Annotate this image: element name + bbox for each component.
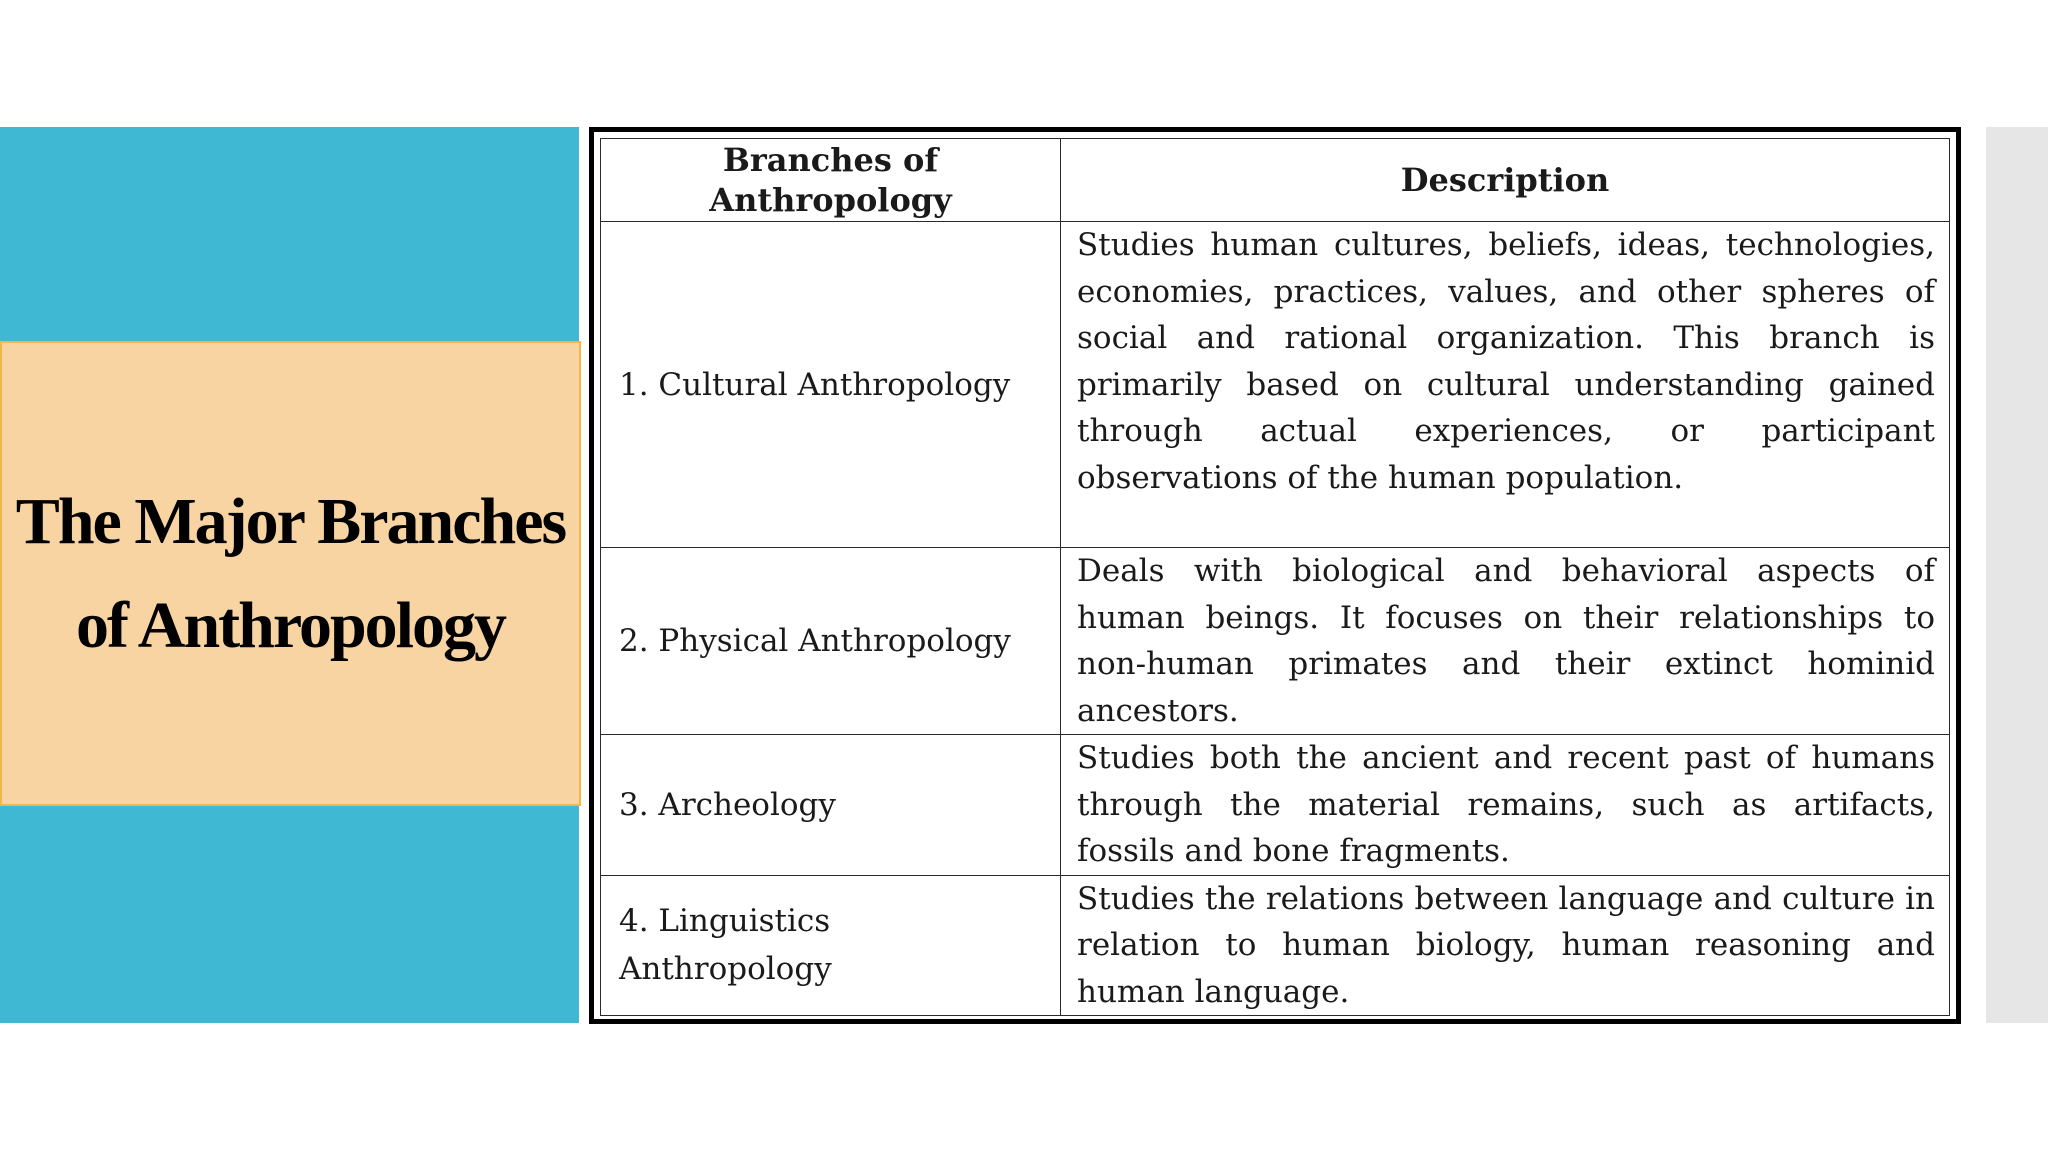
branch-name: 2. Physical Anthropology	[601, 548, 1061, 735]
table-row	[601, 222, 1950, 548]
branch-name: 1. Cultural Anthropology	[601, 222, 1061, 548]
table-header-row	[601, 139, 1950, 222]
table-row	[601, 735, 1950, 876]
title-box	[0, 341, 581, 806]
header-description: Description	[1061, 139, 1950, 222]
branches-table-frame	[589, 127, 1961, 1024]
branch-description: Deals with biological and behavioral aspects of human beings. It focuses on their relationships to non-human primates and their extinct hominid ancestors.	[1061, 548, 1950, 735]
branch-name: 3. Archeology	[601, 735, 1061, 876]
branch-description: Studies the relations between language and culture in relation to human biology, human reasoning and human language.	[1061, 875, 1950, 1016]
branch-description: Studies both the ancient and recent past of humans through the material remains, such as artifacts, fossils and bone fragments.	[1061, 735, 1950, 876]
branch-name: 4. Linguistics Anthropology	[601, 875, 1061, 1016]
table-row	[601, 548, 1950, 735]
slide-title: The Major Branches of Anthropology	[15, 484, 566, 662]
header-branches: Branches of Anthropology	[601, 139, 1061, 222]
side-strip	[1986, 127, 2048, 1023]
table-row	[601, 875, 1950, 1016]
branch-description: Studies human cultures, beliefs, ideas, technologies, economies, practices, values, and other spheres of social and rational organization. This branch is primarily based on cultural understanding gained through actual experiences, or participant observations of the human population.	[1061, 222, 1950, 548]
branches-table	[600, 138, 1950, 1016]
